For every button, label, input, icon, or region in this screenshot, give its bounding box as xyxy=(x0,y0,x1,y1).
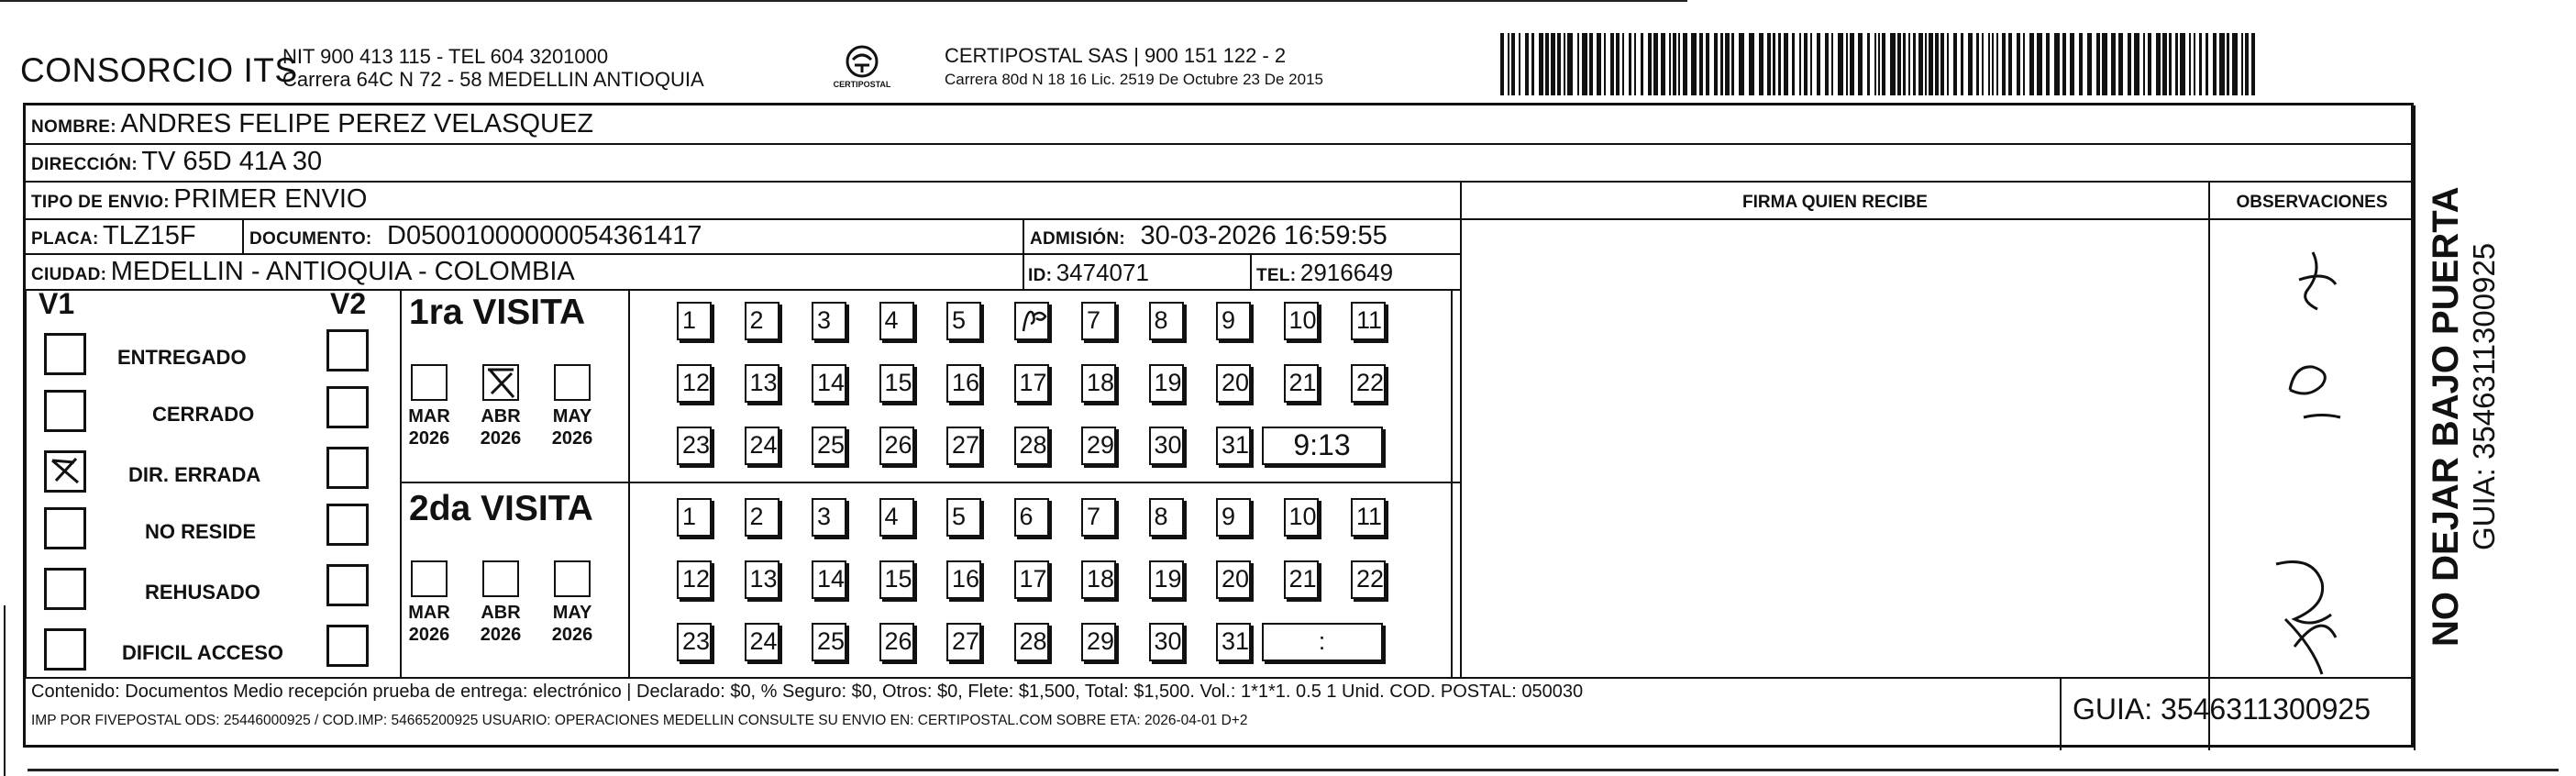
day-box[interactable]: 26 xyxy=(879,623,914,661)
v1-checkbox[interactable] xyxy=(44,333,86,375)
v2-checkbox[interactable] xyxy=(326,625,369,667)
barcode-bar xyxy=(1731,33,1734,95)
day-box[interactable]: 16 xyxy=(946,364,981,403)
month-label: MAY xyxy=(552,406,592,427)
barcode-bar xyxy=(2029,33,2034,95)
day-box[interactable]: 14 xyxy=(812,364,846,403)
day-box[interactable]: 3 xyxy=(812,498,846,537)
day-box[interactable]: 2 xyxy=(745,498,779,537)
day-box[interactable]: 13 xyxy=(745,364,779,403)
day-box[interactable]: 30 xyxy=(1149,623,1184,661)
day-box[interactable]: 18 xyxy=(1081,364,1116,403)
barcode-bar xyxy=(1767,33,1771,95)
barcode-bar xyxy=(1982,33,1984,95)
barcode-bar xyxy=(1961,33,1963,95)
direccion-label: DIRECCIÓN: xyxy=(31,155,138,174)
day-box[interactable]: 12 xyxy=(677,364,712,403)
barcode-bar xyxy=(1925,33,1927,95)
tel-field xyxy=(1256,259,1393,287)
v2-checkbox[interactable] xyxy=(326,447,369,489)
company-info-line1: NIT 900 413 115 - TEL 604 3201000 xyxy=(282,45,609,68)
barcode-bar xyxy=(1616,33,1620,95)
certipostal-logo xyxy=(827,41,897,94)
barcode-bar xyxy=(1511,33,1515,95)
year-label: 2026 xyxy=(480,625,522,645)
v1-checkbox[interactable] xyxy=(44,507,86,549)
barcode-bar xyxy=(1992,33,1994,95)
barcode-bar xyxy=(1577,33,1579,95)
day-box[interactable]: 9 xyxy=(1216,498,1251,537)
barcode-bar xyxy=(1878,33,1880,95)
check-mark-icon xyxy=(484,366,517,399)
day-box[interactable]: 15 xyxy=(879,364,914,403)
month-checkbox[interactable] xyxy=(411,560,448,597)
admision-value: 30-03-2026 16:59:55 xyxy=(1140,221,1388,250)
day-box[interactable]: 14 xyxy=(812,560,846,599)
barcode-bar xyxy=(1673,33,1676,95)
row-divider xyxy=(26,143,2414,145)
ciudad-field xyxy=(31,257,575,287)
barcode-bar xyxy=(1551,33,1555,95)
v1-checkbox[interactable] xyxy=(44,390,86,432)
day-box[interactable]: 22 xyxy=(1351,364,1386,403)
month-year-label xyxy=(402,602,457,646)
barcode-bar xyxy=(1500,33,1504,95)
barcode-bar xyxy=(2156,33,2161,95)
day-box[interactable]: 20 xyxy=(1216,364,1251,403)
day-box[interactable] xyxy=(1014,302,1049,340)
day-box[interactable]: 29 xyxy=(1081,427,1116,465)
barcode-bar xyxy=(1874,33,1876,95)
barcode-bar xyxy=(2017,33,2020,95)
v1-checkbox[interactable] xyxy=(44,450,86,493)
status-label: NO RESIDE xyxy=(145,520,257,543)
barcode-bar xyxy=(2251,33,2255,95)
barcode-bar xyxy=(1648,33,1652,95)
side-guia-text: GUIA: 3546311300925 xyxy=(2467,242,2501,550)
month-checkbox[interactable] xyxy=(554,364,591,401)
ciudad-value: MEDELLIN - ANTIOQUIA - COLOMBIA xyxy=(110,257,575,286)
day-box[interactable]: 17 xyxy=(1014,560,1049,599)
status-label: DIFICIL ACCESO xyxy=(122,641,284,664)
barcode-bar xyxy=(2213,33,2217,95)
day-box[interactable]: 4 xyxy=(879,302,914,340)
barcode-bar xyxy=(2143,33,2145,95)
day-box[interactable]: 19 xyxy=(1149,364,1184,403)
status-label: REHUSADO xyxy=(145,581,260,604)
placa-label: PLACA: xyxy=(31,229,99,249)
barcode-bar xyxy=(2227,33,2229,95)
day-box[interactable]: 28 xyxy=(1014,623,1049,661)
second-visit-title: 2da VISITA xyxy=(409,489,593,528)
v2-checkbox[interactable] xyxy=(326,329,369,371)
barcode-bar xyxy=(2206,33,2208,95)
thick-left-bar xyxy=(24,289,27,677)
month-checkbox[interactable] xyxy=(554,560,591,597)
month-label: ABR xyxy=(481,603,521,623)
direccion-row xyxy=(31,147,322,177)
barcode-bar xyxy=(2046,33,2050,95)
tipo-label: TIPO DE ENVIO: xyxy=(31,193,170,212)
barcode-bar xyxy=(2219,33,2225,95)
barcode-bar xyxy=(1838,33,1843,95)
v2-checkbox[interactable] xyxy=(326,564,369,606)
day-box[interactable]: 16 xyxy=(946,560,981,599)
barcode-bar xyxy=(1935,33,1939,95)
barcode-bar xyxy=(1976,33,1979,95)
barcode-bar xyxy=(1903,33,1906,95)
col-divider xyxy=(628,289,630,677)
month-checkbox[interactable] xyxy=(411,364,448,401)
barcode-bar xyxy=(2175,33,2178,95)
barcode-bar xyxy=(1996,33,1998,95)
barcode-bar xyxy=(1519,33,1520,95)
documento-field xyxy=(249,221,702,251)
month-label: MAR xyxy=(408,603,450,623)
day-box[interactable]: 2 xyxy=(745,302,779,340)
barcode-bar xyxy=(2102,33,2107,95)
year-label: 2026 xyxy=(408,428,450,449)
barcode-bar xyxy=(1858,33,1863,95)
barcode-bar xyxy=(1683,33,1687,95)
carrier-info-line2: Carrera 80d N 18 16 Lic. 2519 De Octubre 23 De 2015 xyxy=(945,71,1323,88)
barcode-bar xyxy=(2079,33,2083,95)
day-box[interactable]: 25 xyxy=(812,427,846,465)
day-box[interactable]: 13 xyxy=(745,560,779,599)
col-divider xyxy=(242,218,244,253)
v2-checkbox[interactable] xyxy=(326,386,369,428)
observaciones-handwriting xyxy=(2212,234,2414,720)
barcode-bar xyxy=(1784,33,1788,95)
barcode-bar xyxy=(1799,33,1801,95)
documento-value: D05001000000054361417 xyxy=(387,221,702,250)
visit-time-box[interactable]: : xyxy=(1262,623,1383,661)
barcode-bar xyxy=(1890,33,1896,95)
company-name: CONSORCIO ITS xyxy=(20,51,298,89)
year-label: 2026 xyxy=(551,428,593,449)
barcode-bar xyxy=(1749,33,1754,95)
day-box[interactable]: 4 xyxy=(879,498,914,537)
col-divider xyxy=(1250,253,1252,289)
barcode-bar xyxy=(2189,33,2191,95)
barcode-bar xyxy=(2148,33,2151,95)
day-box[interactable]: 11 xyxy=(1351,498,1386,537)
barcode-bar xyxy=(1831,33,1833,95)
day-box[interactable]: 7 xyxy=(1081,302,1116,340)
month-label: MAY xyxy=(552,603,592,623)
barcode-bar xyxy=(1817,33,1820,95)
day-box[interactable]: 20 xyxy=(1216,560,1251,599)
col-divider xyxy=(2208,181,2210,750)
day-box[interactable]: 12 xyxy=(677,560,712,599)
day-box[interactable]: 31 xyxy=(1216,623,1251,661)
day-box[interactable]: 7 xyxy=(1081,498,1116,537)
day-box[interactable]: 29 xyxy=(1081,623,1116,661)
side-warning-text: NO DEJAR BAJO PUERTA xyxy=(2426,186,2466,647)
day-box[interactable]: 30 xyxy=(1149,427,1184,465)
month-label: MAR xyxy=(408,406,450,427)
v1-checkbox[interactable] xyxy=(44,628,86,671)
bottom-edge-line xyxy=(28,769,2559,771)
year-label: 2026 xyxy=(480,428,522,449)
id-value: 3474071 xyxy=(1056,259,1149,286)
barcode-bar xyxy=(1567,33,1573,95)
admision-field xyxy=(1030,221,1388,251)
barcode-bar xyxy=(1653,33,1658,95)
barcode-bar xyxy=(1622,33,1624,95)
row-divider xyxy=(26,253,1460,255)
tel-value: 2916649 xyxy=(1299,259,1394,286)
top-edge-line xyxy=(0,0,1687,2)
barcode-bar xyxy=(2194,33,2195,95)
barcode-bar xyxy=(1706,33,1709,95)
col-divider xyxy=(1023,218,1024,289)
barcode-bar xyxy=(1759,33,1763,95)
ciudad-label: CIUDAD: xyxy=(31,265,107,284)
barcode-bar xyxy=(1867,33,1870,95)
barcode-bar xyxy=(1778,33,1781,95)
status-label: DIR. ERRADA xyxy=(128,463,261,486)
tel-label: TEL: xyxy=(1256,266,1297,285)
documento-label: DOCUMENTO: xyxy=(249,229,372,249)
barcode-bar xyxy=(1988,33,1990,95)
row-divider xyxy=(26,181,2414,183)
barcode-bar xyxy=(1634,33,1636,95)
handwritten-mark-icon xyxy=(1020,304,1049,335)
v1-checkbox[interactable] xyxy=(44,568,86,610)
barcode-bar xyxy=(2180,33,2185,95)
footer-imp: IMP POR FIVEPOSTAL ODS: 25446000925 / COD.IMP: 54665200925 USUARIO: OPERACIONES MEDELLIN CONSULTE SU ENVIO EN: CERTIPOSTAL.COM SOBRE ETA: 2026-04-01 D+2 xyxy=(31,713,1248,728)
barcode-bar xyxy=(2111,33,2116,95)
month-year-label xyxy=(473,405,528,449)
day-box[interactable]: 24 xyxy=(745,427,779,465)
status-label: CERRADO xyxy=(152,403,255,426)
barcode-bar xyxy=(1739,33,1744,95)
barcode-bar xyxy=(1773,33,1775,95)
month-year-label xyxy=(545,405,600,449)
barcode-bar xyxy=(2054,33,2060,95)
id-label: ID: xyxy=(1028,266,1053,285)
firma-column-header: FIRMA QUIEN RECIBE xyxy=(1742,193,1928,212)
barcode-bar xyxy=(2023,33,2025,95)
day-box[interactable]: 5 xyxy=(946,302,981,340)
left-edge-line xyxy=(4,605,6,776)
barcode-bar xyxy=(1725,33,1730,95)
year-label: 2026 xyxy=(408,625,450,645)
nombre-row xyxy=(31,109,593,139)
status-label: ENTREGADO xyxy=(117,346,247,369)
logo-text: CERTIPOSTAL xyxy=(833,80,891,89)
col-divider xyxy=(1460,181,1462,677)
row-divider xyxy=(26,289,1460,291)
barcode-bar xyxy=(1953,33,1957,95)
day-box[interactable]: 1 xyxy=(677,498,712,537)
barcode-bar xyxy=(2070,33,2074,95)
day-box[interactable]: 27 xyxy=(946,623,981,661)
barcode-image xyxy=(1500,33,2260,95)
day-box[interactable]: 9 xyxy=(1216,302,1251,340)
carrier-info-line1: CERTIPOSTAL SAS | 900 151 122 - 2 xyxy=(945,44,1287,67)
barcode-bar xyxy=(1714,33,1718,95)
day-box[interactable]: 24 xyxy=(745,623,779,661)
barcode-bar xyxy=(2162,33,2167,95)
day-box[interactable]: 18 xyxy=(1081,560,1116,599)
barcode-bar xyxy=(1846,33,1848,95)
barcode-bar xyxy=(1597,33,1601,95)
year-label: 2026 xyxy=(551,625,593,645)
month-checkbox[interactable] xyxy=(482,364,519,401)
barcode-bar xyxy=(1804,33,1808,95)
barcode-bar xyxy=(1661,33,1665,95)
col-divider xyxy=(1451,289,1453,677)
barcode xyxy=(1500,33,2260,95)
footer-divider xyxy=(26,677,2414,679)
barcode-bar xyxy=(1629,33,1631,95)
barcode-bar xyxy=(2002,33,2006,95)
barcode-bar xyxy=(1918,33,1923,95)
day-box[interactable]: 1 xyxy=(677,302,712,340)
barcode-bar xyxy=(2169,33,2172,95)
check-mark-icon xyxy=(47,453,83,490)
barcode-bar xyxy=(1589,33,1593,95)
company-info-line2: Carrera 64C N 72 - 58 MEDELLIN ANTIOQUIA xyxy=(282,68,704,91)
day-box[interactable]: 17 xyxy=(1014,364,1049,403)
month-checkbox[interactable] xyxy=(482,560,519,597)
barcode-bar xyxy=(1678,33,1680,95)
barcode-bar xyxy=(1825,33,1829,95)
barcode-bar xyxy=(1882,33,1885,95)
barcode-bar xyxy=(1564,33,1565,95)
day-box[interactable]: 22 xyxy=(1351,560,1386,599)
barcode-bar xyxy=(2096,33,2100,95)
barcode-bar xyxy=(2118,33,2123,95)
barcode-bar xyxy=(1557,33,1561,95)
day-box[interactable]: 8 xyxy=(1149,498,1184,537)
delivery-form xyxy=(23,103,2414,748)
barcode-bar xyxy=(1525,33,1529,95)
barcode-bar xyxy=(1539,33,1543,95)
first-visit-title: 1ra VISITA xyxy=(409,293,586,332)
barcode-bar xyxy=(1641,33,1643,95)
day-box[interactable]: 31 xyxy=(1216,427,1251,465)
barcode-bar xyxy=(1720,33,1723,95)
day-box[interactable]: 6 xyxy=(1014,498,1049,537)
barcode-bar xyxy=(2232,33,2238,95)
barcode-bar xyxy=(1947,33,1949,95)
barcode-bar xyxy=(2087,33,2092,95)
barcode-bar xyxy=(2008,33,2012,95)
day-box[interactable]: 19 xyxy=(1149,560,1184,599)
placa-value: TLZ15F xyxy=(103,221,196,250)
direccion-value: TV 65D 41A 30 xyxy=(141,147,323,176)
v1-header: V1 xyxy=(39,287,75,320)
day-box[interactable]: 15 xyxy=(879,560,914,599)
barcode-bar xyxy=(1929,33,1933,95)
observaciones-column-header: OBSERVACIONES xyxy=(2236,193,2388,212)
day-box[interactable]: 23 xyxy=(677,427,712,465)
month-year-label xyxy=(545,602,600,646)
barcode-bar xyxy=(2037,33,2042,95)
barcode-bar xyxy=(1810,33,1812,95)
month-label: ABR xyxy=(481,406,521,427)
day-box[interactable]: 3 xyxy=(812,302,846,340)
barcode-bar xyxy=(1508,33,1509,95)
barcode-bar xyxy=(1699,33,1703,95)
month-year-label xyxy=(402,405,457,449)
barcode-bar xyxy=(1897,33,1901,95)
barcode-bar xyxy=(1968,33,1973,95)
day-box[interactable]: 10 xyxy=(1284,498,1319,537)
day-box[interactable]: 10 xyxy=(1284,302,1319,340)
visit-time-box[interactable]: 9:13 xyxy=(1262,427,1383,465)
barcode-bar xyxy=(1531,33,1534,95)
day-box[interactable]: 28 xyxy=(1014,427,1049,465)
placa-field xyxy=(31,221,196,251)
month-year-label xyxy=(473,602,528,646)
col-divider xyxy=(2414,105,2416,750)
id-field xyxy=(1028,259,1149,287)
v2-checkbox[interactable] xyxy=(326,504,369,546)
footer-guia-divider xyxy=(2060,677,2062,750)
tipo-value: PRIMER ENVIO xyxy=(173,184,368,214)
barcode-bar xyxy=(1545,33,1549,95)
day-box[interactable]: 26 xyxy=(879,427,914,465)
barcode-bar xyxy=(1669,33,1671,95)
barcode-bar xyxy=(2245,33,2249,95)
barcode-bar xyxy=(1792,33,1795,95)
day-box[interactable]: 5 xyxy=(946,498,981,537)
day-box[interactable]: 25 xyxy=(812,623,846,661)
footer-guia: GUIA: 3546311300925 xyxy=(2073,693,2371,726)
barcode-bar xyxy=(1913,33,1916,95)
v2-header: V2 xyxy=(330,287,367,320)
visit-divider xyxy=(400,482,1460,483)
day-box[interactable]: 21 xyxy=(1284,560,1319,599)
day-box[interactable]: 27 xyxy=(946,427,981,465)
barcode-bar xyxy=(1908,33,1910,95)
barcode-bar xyxy=(1940,33,1944,95)
barcode-bar xyxy=(1604,33,1606,95)
footer-contenido: Contenido: Documentos Medio recepción prueba de entrega: electrónico | Declarado: $0, % Seguro: $0, Otros: $0, Flete: $1,500, Total: $1,500. Vol.: 1*1*1. 0.5 1 Unid. COD. POSTAL: 050030 xyxy=(31,682,1584,702)
row-divider xyxy=(26,218,2414,220)
barcode-bar xyxy=(2128,33,2131,95)
barcode-bar xyxy=(2241,33,2243,95)
barcode-bar xyxy=(2134,33,2139,95)
barcode-bar xyxy=(1582,33,1587,95)
barcode-bar xyxy=(1610,33,1614,95)
day-box[interactable]: 11 xyxy=(1351,302,1386,340)
day-box[interactable]: 23 xyxy=(677,623,712,661)
admision-label: ADMISIÓN: xyxy=(1030,229,1126,249)
barcode-bar xyxy=(2199,33,2202,95)
nombre-label: NOMBRE: xyxy=(31,117,116,137)
barcode-bar xyxy=(2062,33,2066,95)
tipo-row xyxy=(31,184,368,215)
day-box[interactable]: 21 xyxy=(1284,364,1319,403)
nombre-value: ANDRES FELIPE PEREZ VELASQUEZ xyxy=(120,109,594,139)
barcode-bar xyxy=(1850,33,1854,95)
day-box[interactable]: 8 xyxy=(1149,302,1184,340)
barcode-bar xyxy=(1691,33,1697,95)
